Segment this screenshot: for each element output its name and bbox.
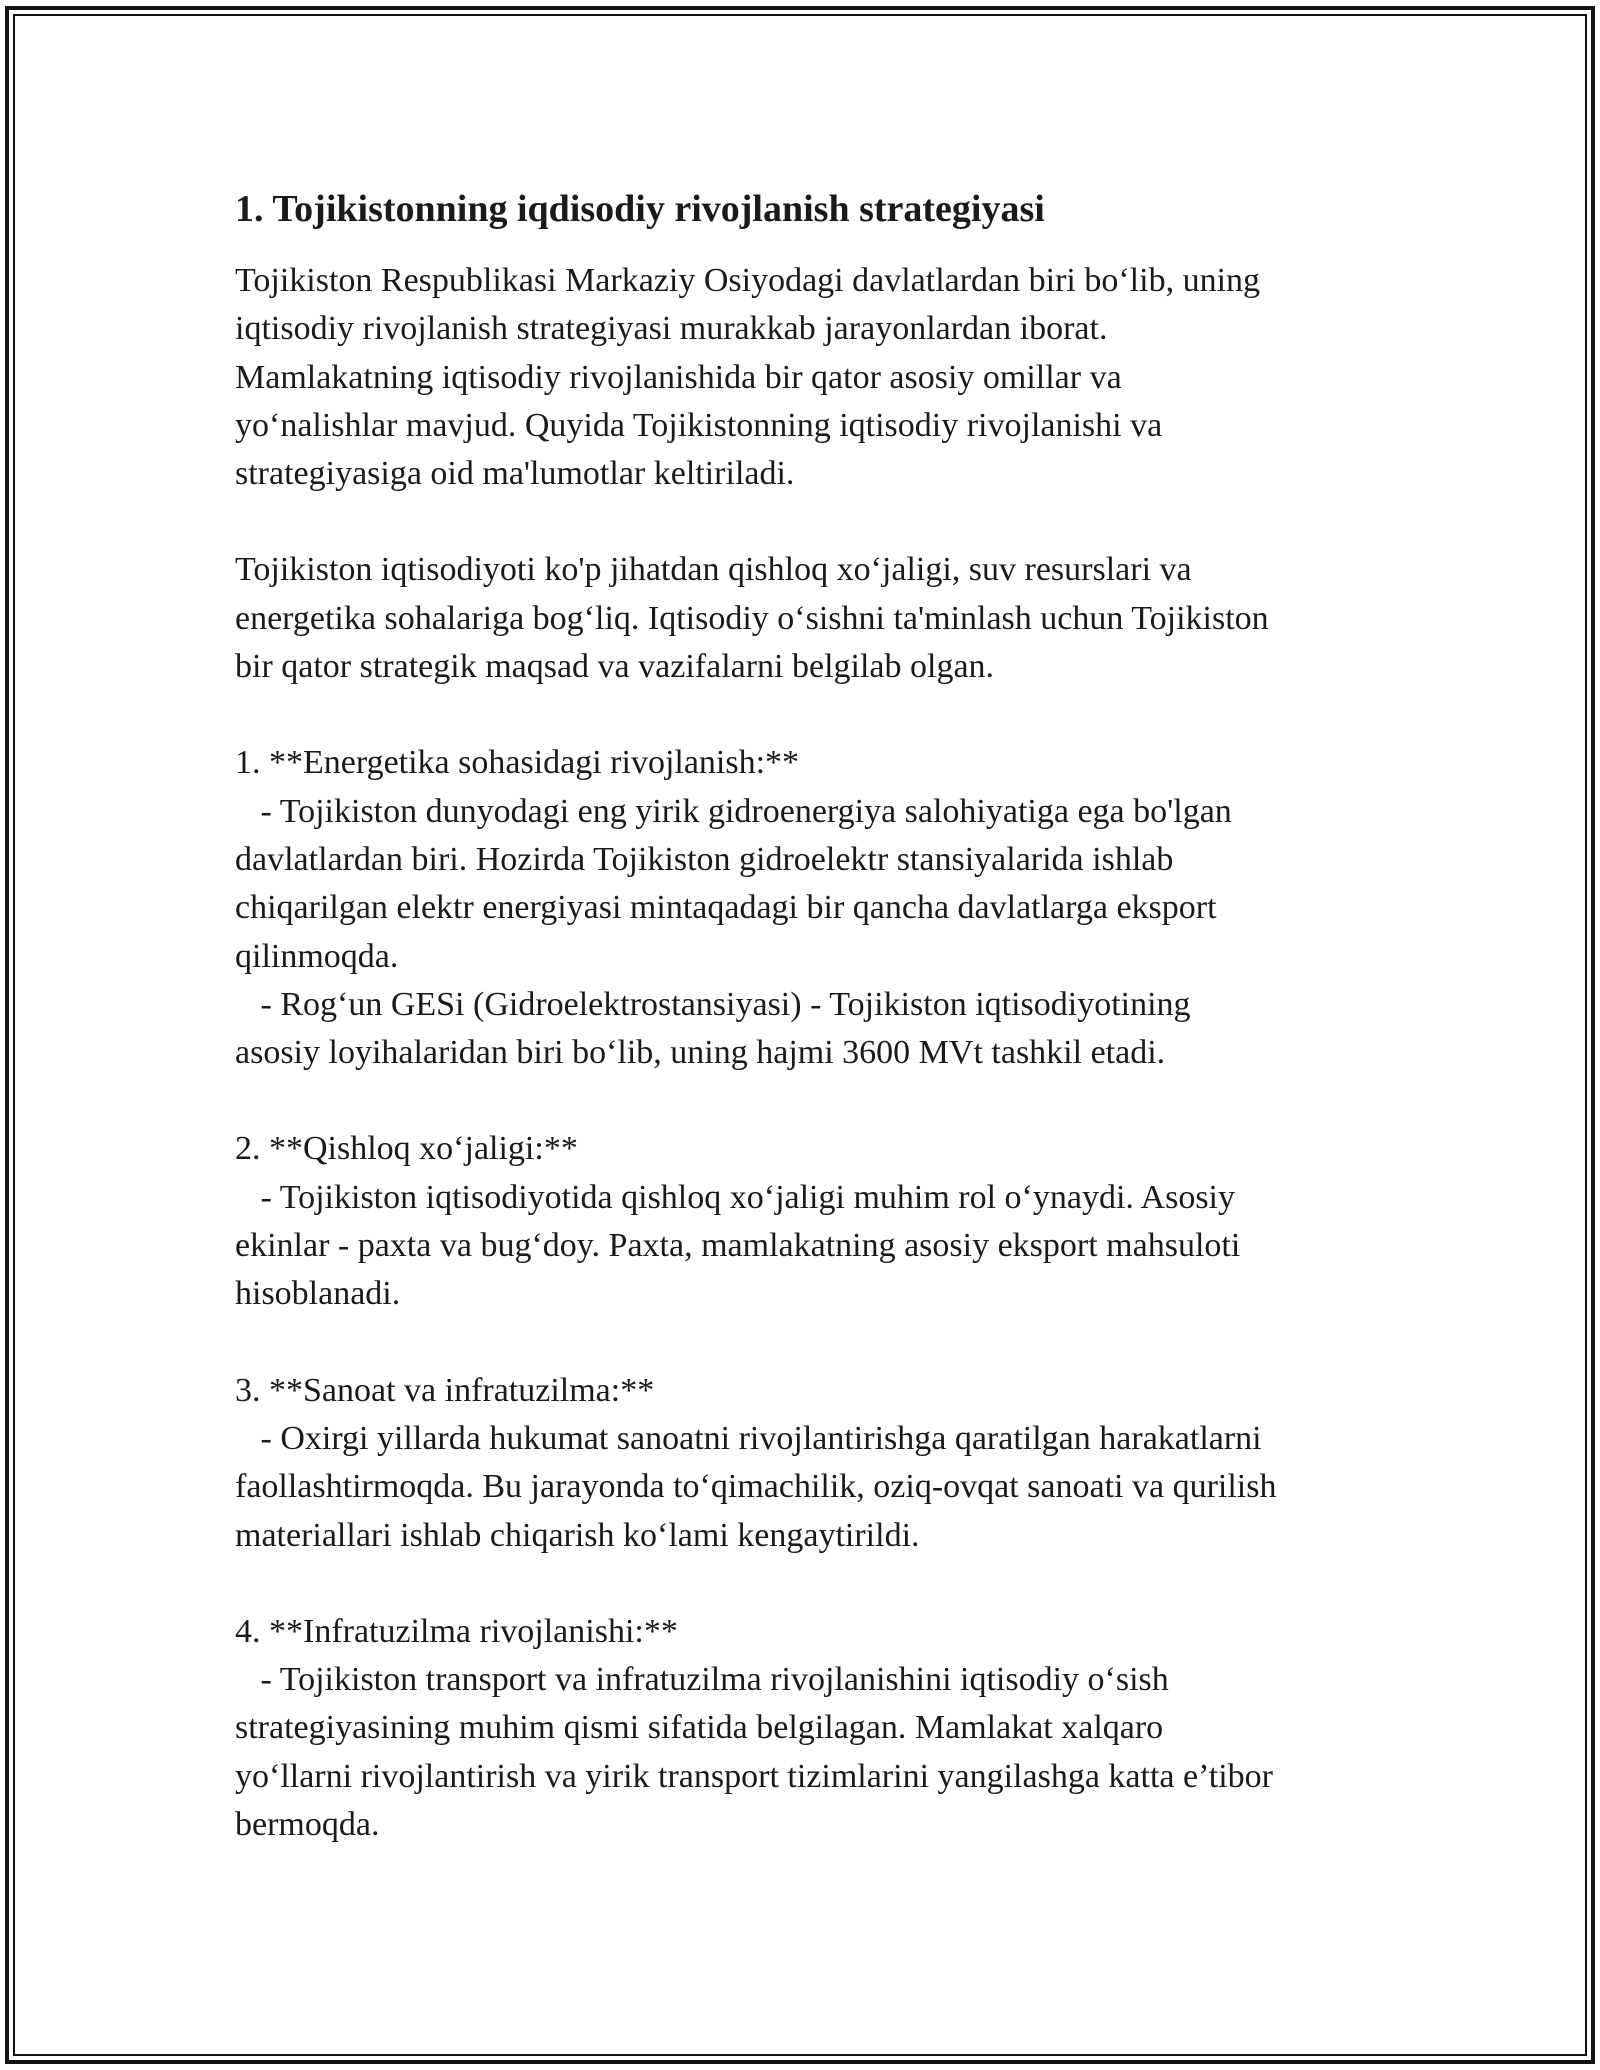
list-item-infrastructure: 4. **Infratuzilma rivojlanishi:** - Tojikiston transport va infratuzilma rivojlanishini iqtisodiy o‘sish strategiyasining muhim qismi sifatida belgilagan. Mamlakat xalqaro yo‘llarni rivojlantirish va yirik transport tizimlarini yangilashga katta e’tibor bermoqda. [235,1612,1273,1844]
paragraph-economy-overview: Tojikiston iqtisodiyoti ko'p jihatdan qishloq xo‘jaligi, suv resurslari va energetika sohalariga bog‘liq. Iqtisodiy o‘sishni ta'minlash uchun Tojikiston bir qator strategik maqsad va vazifalarni belgilab olgan. [235,551,1269,686]
list-item-industry: 3. **Sanoat va infratuzilma:** - Oxirgi yillarda hukumat sanoatni rivojlantirishga qaratilgan harakatlarni faollashtirmoqda. Bu jarayonda to‘qimachilik, oziq-ovqat sanoati va qurilish materiallari ishlab chiqarish ko‘lami kengaytirildi. [235,1371,1277,1554]
document-body [235,185,1365,1849]
list-item-agriculture: 2. **Qishloq xo‘jaligi:** - Tojikiston iqtisodiyotida qishloq xo‘jaligi muhim rol o‘ynaydi. Asosiy ekinlar - paxta va bug‘doy. Paxta, mamlakatning asosiy eksport mahsuloti hisoblanadi. [235,1130,1241,1313]
paragraph-intro: Tojikiston Respublikasi Markaziy Osiyodagi davlatlardan biri bo‘lib, uning iqtisodiy rivojlanish strategiyasi murakkab jarayonlardan iborat. Mamlakatning iqtisodiy rivojlanishida bir qator asosiy omillar va yo‘nalishlar mavjud. Quyida Tojikistonning iqtisodiy rivojlanishi va strategiyasiga oid ma'lumotlar keltiriladi. [235,262,1261,493]
list-item-energy: 1. **Energetika sohasidagi rivojlanish:** - Tojikiston dunyodagi eng yirik gidroenergiya salohiyatiga ega bo'lgan davlatlardan biri. Hozirda Tojikiston gidroelektr stansiyalarida ishlab chiqarilgan elektr energiyasi mintaqadagi bir qancha davlatlarga eksport qilinmoqda. - Rog‘un GESi (Gidroelektrostansiyasi) - Tojikiston iqtisodiyotining asosiy loyihalaridan biri bo‘lib, uning hajmi 3600 MVt tashkil etadi. [235,744,1232,1072]
document-title: 1. Tojikistonning iqdisodiy rivojlanish strategiyasi [235,188,1045,230]
